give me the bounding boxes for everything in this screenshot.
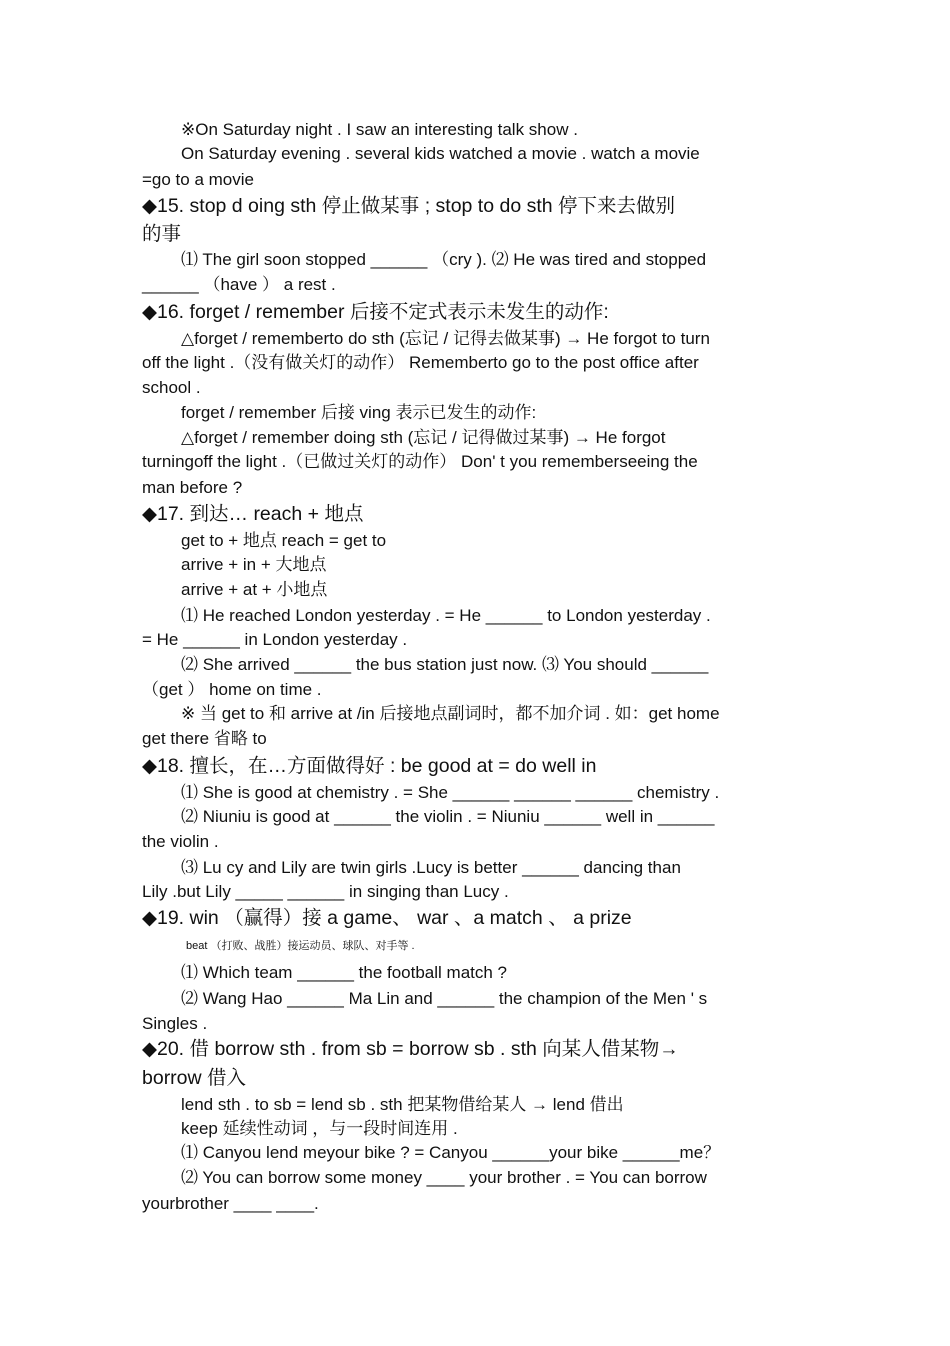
- exercise-line: Lily .but Lily _____ ______ in singing than Lucy .: [142, 882, 509, 901]
- exercise-line: ⑴ He reached London yesterday . = He ______ to London yesterday .: [181, 606, 711, 625]
- exercise-line: ⑴ Which team ______ the football match ?: [181, 963, 508, 982]
- text-line: △forget / rememberto do sth (忘记 / 记得去做某事) → He forgot to turn: [181, 329, 710, 348]
- text-line: arrive + at + 小地点: [181, 580, 328, 599]
- text-line: On Saturday evening . several kids watched a movie . watch a movie: [181, 144, 700, 163]
- exercise-line: the violin .: [142, 832, 219, 851]
- text-line: off the light .（没有做关灯的动作） Rememberto go to the post office after: [142, 353, 699, 372]
- exercise-line: ⑶ Lu cy and Lily are twin girls .Lucy is better ______ dancing than: [181, 858, 681, 877]
- exercise-line: ⑴ She is good at chemistry . = She ______ ______ ______ chemistry .: [181, 783, 720, 802]
- text-line: ※On Saturday night . I saw an interesting talk show .: [181, 120, 578, 139]
- exercise-line: ⑴ Canyou lend meyour bike ? = Canyou ______your bike ______me？: [181, 1143, 721, 1162]
- section-heading-15: ◆15. stop d oing sth 停止做某事 ; stop to do sth 停下来去做别: [142, 195, 676, 217]
- text-line: get to + 地点 reach = get to: [181, 531, 387, 550]
- text-line: =go to a movie: [142, 170, 254, 189]
- text-line: 的事: [142, 223, 182, 245]
- text-line: man before ?: [142, 478, 243, 497]
- exercise-line: yourbrother ____ ____.: [142, 1194, 319, 1213]
- text-line: keep 延续性动词 ，与一段时间连用 .: [181, 1119, 458, 1138]
- note-line: get there 省略 to: [142, 729, 267, 748]
- exercise-line: ⑵ She arrived ______ the bus station just now. ⑶ You should ______: [181, 655, 709, 674]
- exercise-line: ⑴ The girl soon stopped ______ （cry ). ⑵ He was tired and stopped: [181, 250, 707, 269]
- text-line: school .: [142, 378, 201, 397]
- text-line: forget / remember 后接 ving 表示已发生的动作:: [181, 403, 537, 422]
- text-line: △forget / remember doing sth (忘记 / 记得做过某事) → He forgot: [181, 428, 666, 447]
- text-line: arrive + in + 大地点: [181, 555, 327, 574]
- exercise-line: Singles .: [142, 1014, 208, 1033]
- note-line: ※ 当 get to 和 arrive at /in 后接地点副词时，都不加介词 . 如：get home: [181, 704, 720, 723]
- section-heading-19: ◆19. win （赢得）接 a game、 war 、a match 、 a prize: [142, 907, 632, 929]
- text-line: lend sth . to sb = lend sb . sth 把某物借给某人 → lend 借出: [181, 1095, 624, 1114]
- exercise-line: ⑵ You can borrow some money ____ your brother . = You can borrow: [181, 1168, 707, 1187]
- exercise-line: ⑵ Wang Hao ______ Ma Lin and ______ the champion of the Men ' s: [181, 989, 708, 1008]
- text-line: turningoff the light .（已做过关灯的动作） Don' t you rememberseeing the: [142, 452, 698, 471]
- section-heading-20: ◆20. 借 borrow sth . from sb = borrow sb . sth 向某人借某物→: [142, 1038, 679, 1060]
- exercise-line: ______ （have ） a rest .: [142, 275, 336, 294]
- text-line: beat （打败、战胜）接运动员、球队、对手等 .: [186, 940, 415, 952]
- section-heading-17: ◆17. 到达… reach + 地点: [142, 503, 364, 525]
- text-line: borrow 借入: [142, 1067, 247, 1089]
- exercise-line: = He ______ in London yesterday .: [142, 630, 408, 649]
- exercise-line: （get ） home on time .: [142, 680, 322, 699]
- section-heading-16: ◆16. forget / remember 后接不定式表示未发生的动作:: [142, 301, 609, 323]
- section-heading-18: ◆18. 擅长，在…方面做得好 : be good at = do well in: [142, 755, 597, 777]
- exercise-line: ⑵ Niuniu is good at ______ the violin . = Niuniu ______ well in ______: [181, 807, 715, 826]
